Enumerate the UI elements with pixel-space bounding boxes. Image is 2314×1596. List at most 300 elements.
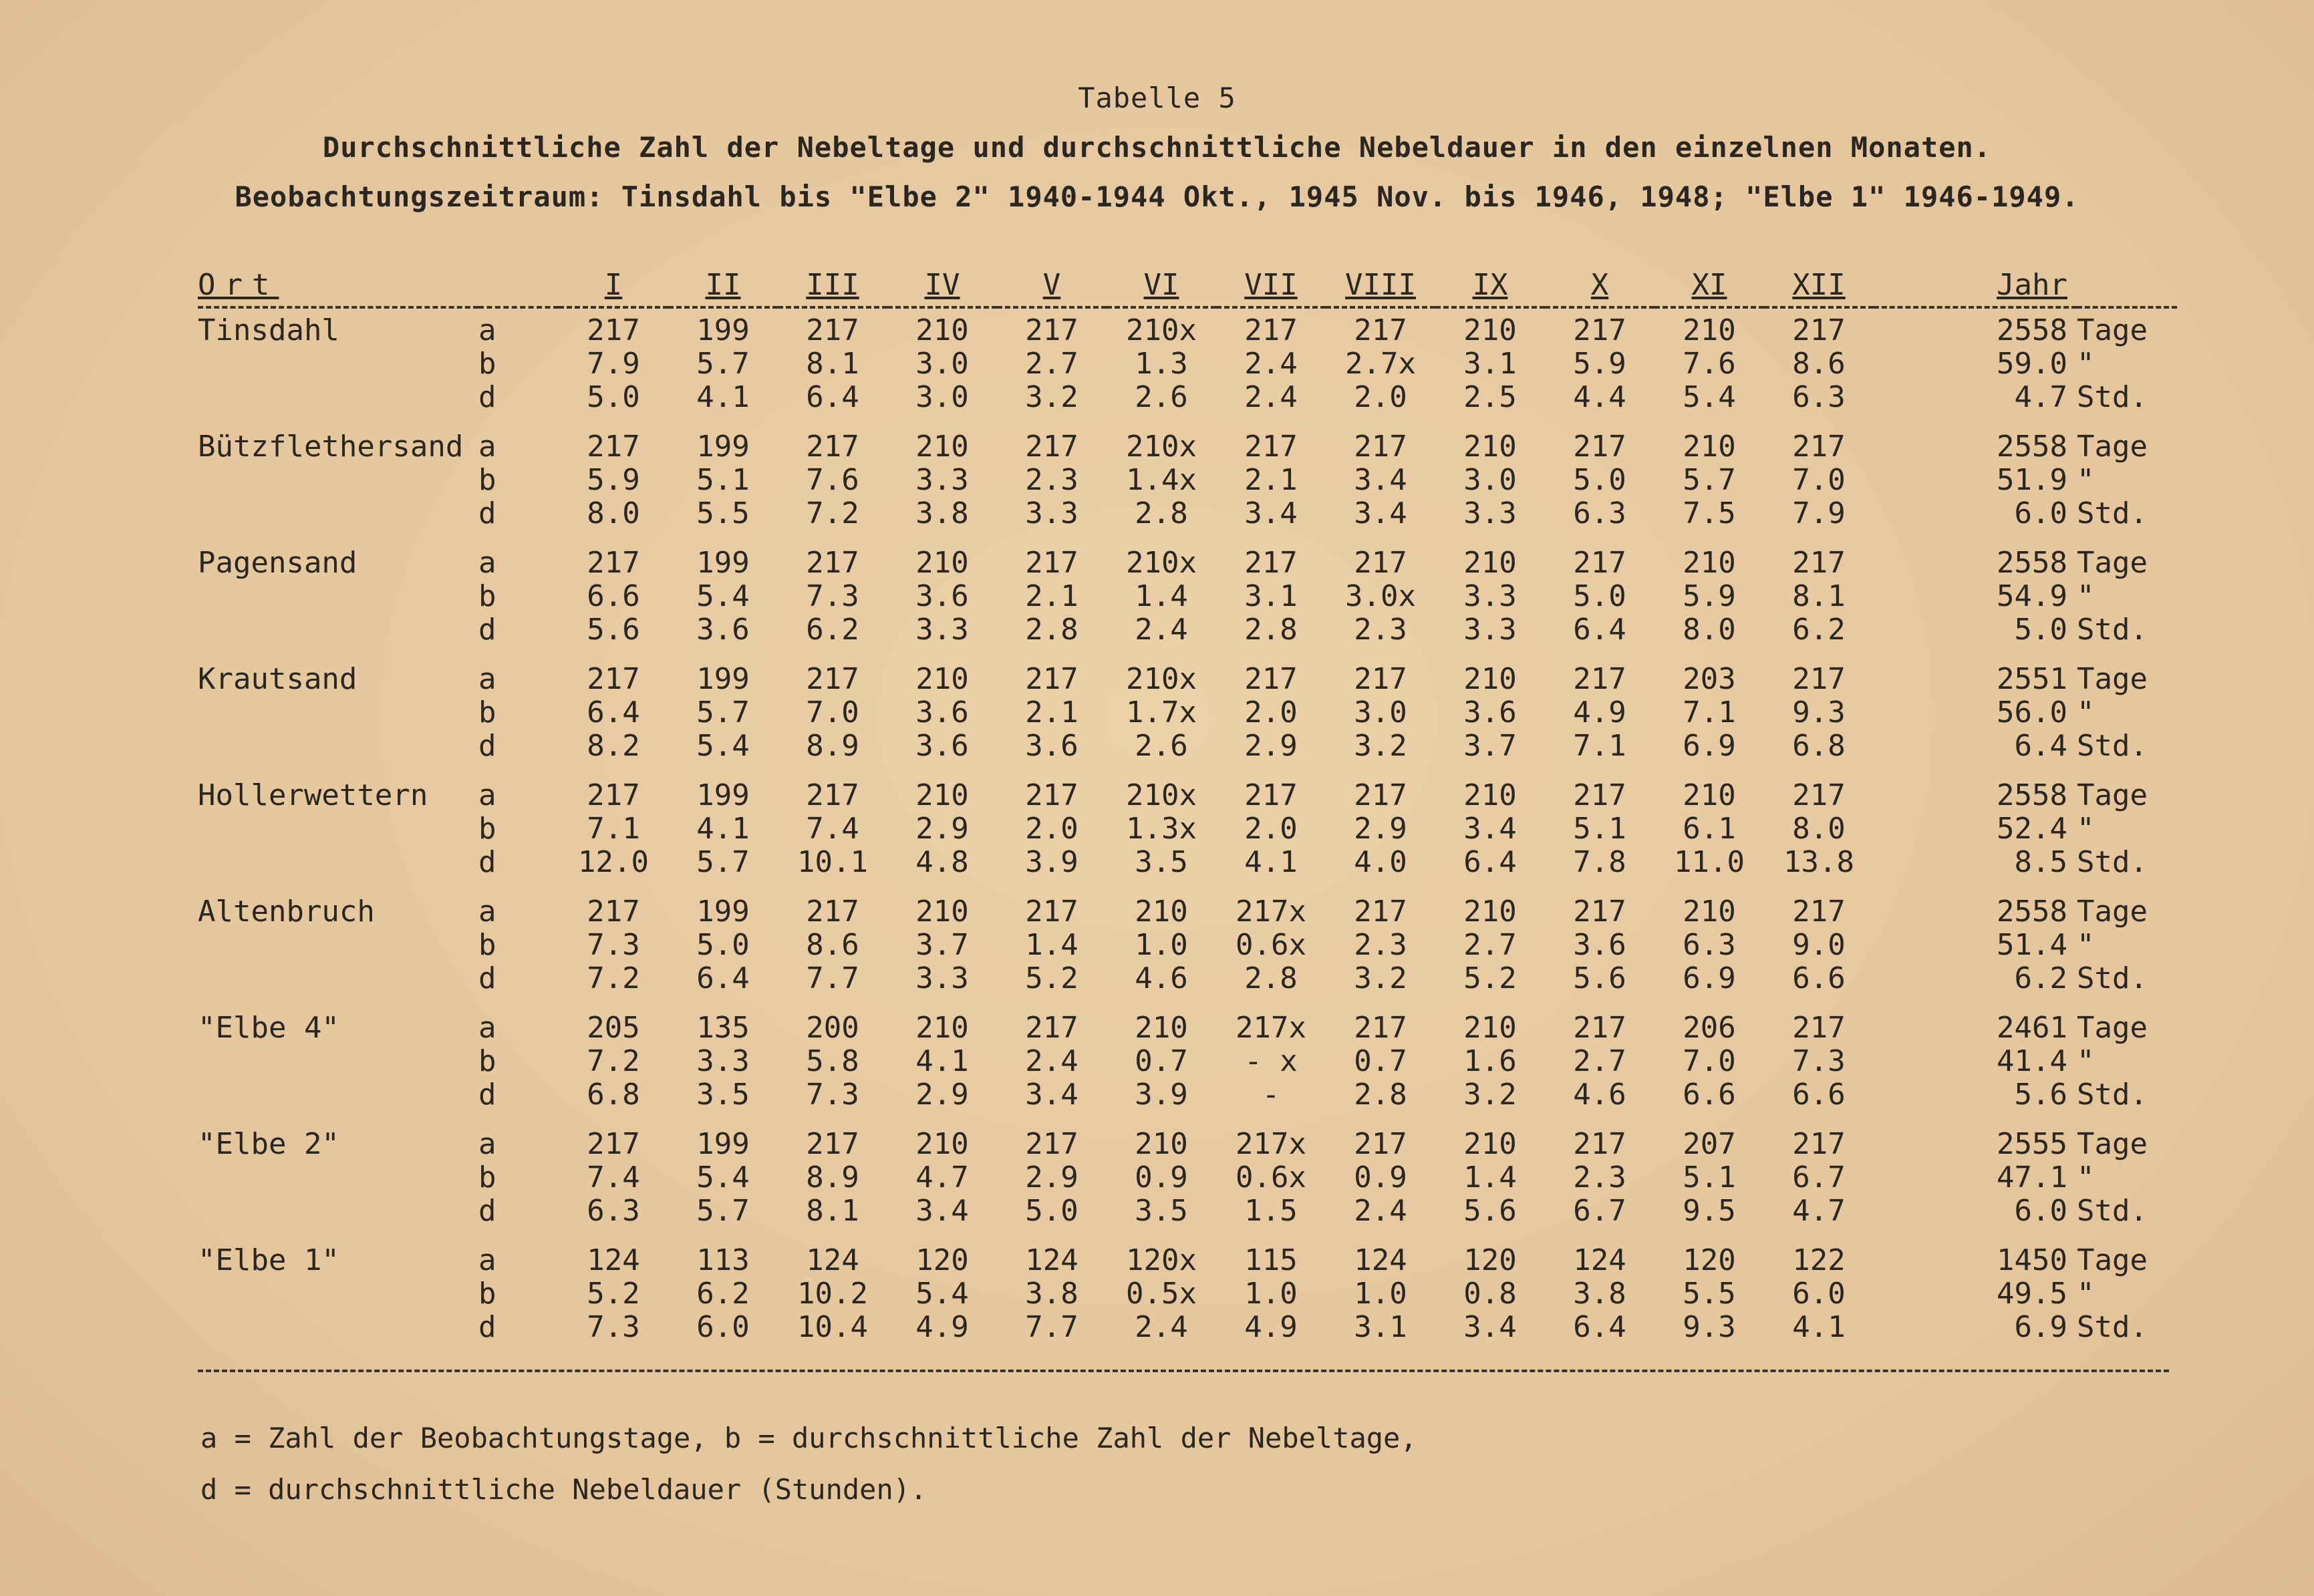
table-row bbox=[198, 1011, 2177, 1045]
month-value: 217 bbox=[1354, 895, 1407, 929]
month-value: 124 bbox=[587, 1243, 640, 1277]
table-row bbox=[198, 846, 2177, 879]
month-value: 217 bbox=[1792, 1127, 1846, 1161]
month-value: 7.4 bbox=[587, 1160, 640, 1194]
month-value: 217 bbox=[1025, 1127, 1078, 1161]
month-value: 2.9 bbox=[1354, 812, 1407, 846]
year-unit: Std. bbox=[2077, 1194, 2148, 1228]
month-value: 8.0 bbox=[1683, 613, 1736, 647]
month-value: 5.9 bbox=[1683, 579, 1736, 613]
month-value: 210 bbox=[915, 1011, 969, 1045]
table-row bbox=[198, 1045, 2177, 1078]
month-value: 6.7 bbox=[1573, 1194, 1626, 1228]
month-value: 3.9 bbox=[1135, 1078, 1188, 1112]
year-unit: " bbox=[2077, 1160, 2095, 1194]
month-value: 1.6 bbox=[1463, 1044, 1517, 1078]
bottom-dashed-rule bbox=[198, 1370, 2169, 1372]
year-unit: Tage bbox=[2077, 1127, 2148, 1161]
month-value: 210 bbox=[915, 662, 969, 696]
month-value: 210 bbox=[1683, 313, 1736, 347]
station-name: "Elbe 1" bbox=[198, 1243, 339, 1277]
month-value: 3.7 bbox=[1463, 729, 1517, 763]
month-value: 3.0 bbox=[915, 347, 969, 381]
month-value: 13.8 bbox=[1783, 845, 1854, 879]
year-value: 59.0 bbox=[1997, 347, 2067, 381]
month-value: 2.8 bbox=[1244, 613, 1298, 647]
month-value: 120 bbox=[1463, 1243, 1517, 1277]
month-value: 210x bbox=[1126, 430, 1197, 464]
month-value: 2.4 bbox=[1244, 347, 1298, 381]
month-value: 1.4 bbox=[1463, 1160, 1517, 1194]
month-value: 210 bbox=[1463, 895, 1517, 929]
station-name-blank bbox=[198, 1045, 478, 1078]
month-value: 8.0 bbox=[1792, 812, 1846, 846]
year-value: 51.4 bbox=[1997, 928, 2067, 962]
year-value: 2555 bbox=[1997, 1127, 2067, 1161]
year-value: 2558 bbox=[1997, 546, 2067, 580]
month-value: 203 bbox=[1683, 662, 1736, 696]
month-value: 7.1 bbox=[587, 812, 640, 846]
year-unit: " bbox=[2077, 347, 2095, 381]
month-value: 217 bbox=[1025, 313, 1078, 347]
month-value: 124 bbox=[806, 1243, 859, 1277]
month-value: 3.5 bbox=[696, 1078, 750, 1112]
month-value: 2.4 bbox=[1135, 613, 1188, 647]
month-value: 3.3 bbox=[915, 463, 969, 497]
month-value: 2.6 bbox=[1135, 729, 1188, 763]
year-value: 51.9 bbox=[1997, 463, 2067, 497]
month-value: 5.0 bbox=[587, 380, 640, 414]
month-value: 210 bbox=[915, 313, 969, 347]
month-value: 210x bbox=[1126, 313, 1197, 347]
month-value: 217 bbox=[587, 313, 640, 347]
table-row bbox=[198, 613, 2177, 647]
month-value: 217 bbox=[1792, 895, 1846, 929]
station-name-blank bbox=[198, 1078, 478, 1112]
month-value: 2.9 bbox=[915, 1078, 969, 1112]
month-value: 3.2 bbox=[1354, 961, 1407, 995]
month-value: 210 bbox=[1463, 778, 1517, 812]
table-row bbox=[198, 696, 2177, 730]
station-name-blank bbox=[198, 730, 478, 763]
station-name-blank bbox=[198, 464, 478, 497]
month-value: 217 bbox=[587, 430, 640, 464]
month-value: 1.3 bbox=[1135, 347, 1188, 381]
month-value: 217 bbox=[806, 430, 859, 464]
month-value: 7.4 bbox=[806, 812, 859, 846]
year-value: 6.2 bbox=[2014, 961, 2067, 995]
month-value: 9.5 bbox=[1683, 1194, 1736, 1228]
month-value: 217 bbox=[1573, 895, 1626, 929]
month-value: 3.4 bbox=[1463, 812, 1517, 846]
year-unit: Std. bbox=[2077, 1310, 2148, 1344]
month-value: 210 bbox=[915, 895, 969, 929]
month-value: 3.2 bbox=[1463, 1078, 1517, 1112]
header-month: XI bbox=[1691, 268, 1727, 302]
month-value: 9.3 bbox=[1683, 1310, 1736, 1344]
year-value: 52.4 bbox=[1997, 812, 2067, 846]
month-value: 120 bbox=[1683, 1243, 1736, 1277]
station-name: Krautsand bbox=[198, 662, 357, 696]
station-name-blank bbox=[198, 1311, 478, 1344]
month-value: 210 bbox=[1683, 430, 1736, 464]
table-row bbox=[198, 812, 2177, 846]
header-month: VI bbox=[1143, 268, 1179, 302]
row-code: d bbox=[478, 1310, 496, 1344]
month-value: 7.1 bbox=[1573, 729, 1626, 763]
month-value: 217 bbox=[1354, 1127, 1407, 1161]
month-value: 3.3 bbox=[1025, 496, 1078, 530]
table-row bbox=[198, 1078, 2177, 1112]
month-value: 7.3 bbox=[806, 579, 859, 613]
month-value: 210 bbox=[915, 1127, 969, 1161]
month-value: 4.0 bbox=[1354, 845, 1407, 879]
month-value: - x bbox=[1244, 1044, 1298, 1078]
month-value: 5.4 bbox=[696, 729, 750, 763]
month-value: 217 bbox=[1573, 778, 1626, 812]
month-value: 5.2 bbox=[1463, 961, 1517, 995]
year-unit: " bbox=[2077, 812, 2095, 846]
month-value: 4.9 bbox=[1573, 695, 1626, 730]
month-value: 3.9 bbox=[1025, 845, 1078, 879]
month-value: 217x bbox=[1236, 1127, 1306, 1161]
month-value: 217 bbox=[1792, 546, 1846, 580]
month-value: 217 bbox=[1792, 1011, 1846, 1045]
year-value: 6.9 bbox=[2014, 1310, 2067, 1344]
month-value: 3.4 bbox=[1354, 463, 1407, 497]
month-value: 217 bbox=[1354, 1011, 1407, 1045]
month-value: 5.7 bbox=[696, 845, 750, 879]
month-value: 3.0 bbox=[1463, 463, 1517, 497]
header-month: II bbox=[705, 268, 741, 302]
month-value: 8.6 bbox=[1792, 347, 1846, 381]
row-code: d bbox=[478, 961, 496, 995]
header-month: VIII bbox=[1345, 268, 1416, 302]
table-row bbox=[198, 497, 2177, 530]
month-value: 217 bbox=[806, 1127, 859, 1161]
month-value: 210 bbox=[1463, 430, 1517, 464]
year-unit: Std. bbox=[2077, 380, 2148, 414]
month-value: 210 bbox=[915, 430, 969, 464]
month-value: 0.6x bbox=[1236, 1160, 1306, 1194]
row-code: a bbox=[478, 662, 496, 696]
month-value: 217x bbox=[1236, 1011, 1306, 1045]
header-month: IX bbox=[1472, 268, 1508, 302]
month-value: 217 bbox=[1025, 778, 1078, 812]
month-value: 9.3 bbox=[1792, 695, 1846, 730]
row-code: b bbox=[478, 928, 496, 962]
month-value: 5.0 bbox=[1025, 1194, 1078, 1228]
month-value: 217 bbox=[1025, 430, 1078, 464]
month-value: 6.3 bbox=[1683, 928, 1736, 962]
year-unit: " bbox=[2077, 1277, 2095, 1311]
month-value: 5.6 bbox=[1573, 961, 1626, 995]
month-value: 5.6 bbox=[587, 613, 640, 647]
table-row bbox=[198, 580, 2177, 613]
month-value: 0.9 bbox=[1354, 1160, 1407, 1194]
month-value: 3.2 bbox=[1025, 380, 1078, 414]
row-code: a bbox=[478, 313, 496, 347]
month-value: 217 bbox=[1244, 778, 1298, 812]
month-value: 210 bbox=[1683, 546, 1736, 580]
month-value: 3.6 bbox=[696, 613, 750, 647]
month-value: 6.3 bbox=[587, 1194, 640, 1228]
year-unit: Tage bbox=[2077, 895, 2148, 929]
month-value: 4.1 bbox=[1792, 1310, 1846, 1344]
station-name: Hollerwettern bbox=[198, 778, 428, 812]
month-value: 3.4 bbox=[1463, 1310, 1517, 1344]
station-name-blank bbox=[198, 347, 478, 381]
month-value: 3.4 bbox=[915, 1194, 969, 1228]
month-value: 5.4 bbox=[1683, 380, 1736, 414]
year-unit: Tage bbox=[2077, 1243, 2148, 1277]
month-value: 207 bbox=[1683, 1127, 1736, 1161]
month-value: 217 bbox=[1354, 662, 1407, 696]
year-value: 6.0 bbox=[2014, 496, 2067, 530]
month-value: 199 bbox=[696, 662, 750, 696]
row-code: d bbox=[478, 845, 496, 879]
month-value: 7.6 bbox=[806, 463, 859, 497]
table-row bbox=[198, 730, 2177, 763]
month-value: 7.2 bbox=[806, 496, 859, 530]
month-value: 217 bbox=[1354, 430, 1407, 464]
month-value: 2.3 bbox=[1354, 928, 1407, 962]
month-value: 2.5 bbox=[1463, 380, 1517, 414]
month-value: 217 bbox=[1573, 546, 1626, 580]
year-value: 1450 bbox=[1997, 1243, 2067, 1277]
year-value: 2558 bbox=[1997, 430, 2067, 464]
row-code: d bbox=[478, 613, 496, 647]
month-value: 3.0x bbox=[1345, 579, 1416, 613]
month-value: 217 bbox=[1573, 430, 1626, 464]
year-value: 5.6 bbox=[2014, 1078, 2067, 1112]
station-name-blank bbox=[198, 812, 478, 846]
month-value: 5.7 bbox=[696, 1194, 750, 1228]
month-value: 199 bbox=[696, 778, 750, 812]
table-subtitle: Durchschnittliche Zahl der Nebeltage und durchschnittliche Nebeldauer in den einzelnen Monaten. bbox=[322, 131, 1992, 164]
month-value: 124 bbox=[1573, 1243, 1626, 1277]
month-value: 7.0 bbox=[1683, 1044, 1736, 1078]
month-value: 7.2 bbox=[587, 961, 640, 995]
month-value: 217 bbox=[1792, 313, 1846, 347]
month-value: 3.4 bbox=[1025, 1078, 1078, 1112]
month-value: 3.0 bbox=[915, 380, 969, 414]
row-code: b bbox=[478, 695, 496, 730]
table-row bbox=[198, 464, 2177, 497]
year-value: 2558 bbox=[1997, 895, 2067, 929]
month-value: 6.6 bbox=[1792, 961, 1846, 995]
month-value: 2.3 bbox=[1354, 613, 1407, 647]
month-value: 210 bbox=[1683, 895, 1736, 929]
table-row bbox=[198, 546, 2177, 580]
month-value: 1.4x bbox=[1126, 463, 1197, 497]
month-value: 5.7 bbox=[1683, 463, 1736, 497]
month-value: 5.5 bbox=[696, 496, 750, 530]
station-name-blank bbox=[198, 1194, 478, 1228]
month-value: 2.4 bbox=[1244, 380, 1298, 414]
month-value: 1.4 bbox=[1135, 579, 1188, 613]
month-value: 210 bbox=[1135, 1011, 1188, 1045]
month-value: 7.2 bbox=[587, 1044, 640, 1078]
month-value: 2.0 bbox=[1025, 812, 1078, 846]
month-value: 1.0 bbox=[1244, 1277, 1298, 1311]
header-month: III bbox=[806, 268, 859, 302]
month-value: 115 bbox=[1244, 1243, 1298, 1277]
month-value: 3.1 bbox=[1244, 579, 1298, 613]
year-unit: Std. bbox=[2077, 1078, 2148, 1112]
month-value: 2.8 bbox=[1025, 613, 1078, 647]
year-unit: " bbox=[2077, 579, 2095, 613]
month-value: 199 bbox=[696, 1127, 750, 1161]
row-code: b bbox=[478, 812, 496, 846]
month-value: 0.7 bbox=[1135, 1044, 1188, 1078]
station-name-blank bbox=[198, 580, 478, 613]
row-code: a bbox=[478, 1243, 496, 1277]
month-value: 210 bbox=[1463, 1011, 1517, 1045]
month-value: 2.1 bbox=[1025, 695, 1078, 730]
row-code: d bbox=[478, 1078, 496, 1112]
month-value: 210x bbox=[1126, 662, 1197, 696]
month-value: 2.3 bbox=[1025, 463, 1078, 497]
month-value: 3.6 bbox=[1463, 695, 1517, 730]
table-row bbox=[198, 663, 2177, 696]
month-value: 210 bbox=[1135, 1127, 1188, 1161]
month-value: 6.6 bbox=[587, 579, 640, 613]
month-value: 3.8 bbox=[1025, 1277, 1078, 1311]
month-value: 7.7 bbox=[806, 961, 859, 995]
month-value: 2.9 bbox=[915, 812, 969, 846]
month-value: 2.7 bbox=[1463, 928, 1517, 962]
month-value: 2.1 bbox=[1025, 579, 1078, 613]
month-value: 5.1 bbox=[696, 463, 750, 497]
month-value: 210x bbox=[1126, 778, 1197, 812]
month-value: 7.7 bbox=[1025, 1310, 1078, 1344]
year-unit: Std. bbox=[2077, 496, 2148, 530]
row-code: a bbox=[478, 778, 496, 812]
month-value: 4.4 bbox=[1573, 380, 1626, 414]
month-value: 8.9 bbox=[806, 729, 859, 763]
month-value: 7.3 bbox=[587, 1310, 640, 1344]
row-code: d bbox=[478, 380, 496, 414]
month-value: 124 bbox=[1354, 1243, 1407, 1277]
month-value: 217 bbox=[806, 313, 859, 347]
month-value: 3.6 bbox=[915, 695, 969, 730]
month-value: 6.3 bbox=[1573, 496, 1626, 530]
month-value: 2.4 bbox=[1025, 1044, 1078, 1078]
month-value: 5.2 bbox=[587, 1277, 640, 1311]
month-value: 1.0 bbox=[1354, 1277, 1407, 1311]
month-value: 217 bbox=[1025, 1011, 1078, 1045]
table-row bbox=[198, 1277, 2177, 1311]
month-value: 2.7x bbox=[1345, 347, 1416, 381]
month-value: 5.2 bbox=[1025, 961, 1078, 995]
station-name: Pagensand bbox=[198, 546, 357, 580]
month-value: 217 bbox=[1244, 313, 1298, 347]
month-value: 217 bbox=[1573, 313, 1626, 347]
legend-line-2: d = durchschnittliche Nebeldauer (Stunden). bbox=[200, 1473, 927, 1506]
month-value: 6.4 bbox=[1463, 845, 1517, 879]
month-value: 7.9 bbox=[1792, 496, 1846, 530]
month-value: 2.1 bbox=[1244, 463, 1298, 497]
month-value: 2.7 bbox=[1573, 1044, 1626, 1078]
month-value: 3.3 bbox=[1463, 496, 1517, 530]
row-code: a bbox=[478, 546, 496, 580]
row-code: a bbox=[478, 895, 496, 929]
year-unit: Tage bbox=[2077, 1011, 2148, 1045]
month-value: 3.0 bbox=[1354, 695, 1407, 730]
year-value: 2558 bbox=[1997, 313, 2067, 347]
year-value: 2558 bbox=[1997, 778, 2067, 812]
month-value: 135 bbox=[696, 1011, 750, 1045]
month-value: 205 bbox=[587, 1011, 640, 1045]
month-value: 120x bbox=[1126, 1243, 1197, 1277]
month-value: 217 bbox=[806, 778, 859, 812]
month-value: 3.3 bbox=[1463, 613, 1517, 647]
table-row bbox=[198, 895, 2177, 929]
month-value: 4.9 bbox=[1244, 1310, 1298, 1344]
month-value: 8.2 bbox=[587, 729, 640, 763]
month-value: 4.1 bbox=[1244, 845, 1298, 879]
month-value: 217 bbox=[806, 546, 859, 580]
month-value: 12.0 bbox=[578, 845, 649, 879]
month-value: 3.3 bbox=[915, 961, 969, 995]
month-value: 2.6 bbox=[1135, 380, 1188, 414]
year-unit: " bbox=[2077, 1044, 2095, 1078]
month-value: 1.5 bbox=[1244, 1194, 1298, 1228]
month-value: 4.1 bbox=[915, 1044, 969, 1078]
row-code: b bbox=[478, 1160, 496, 1194]
month-value: 8.1 bbox=[806, 1194, 859, 1228]
month-value: 2.8 bbox=[1244, 961, 1298, 995]
month-value: 120 bbox=[915, 1243, 969, 1277]
month-value: 206 bbox=[1683, 1011, 1736, 1045]
month-value: 6.0 bbox=[696, 1310, 750, 1344]
month-value: 217 bbox=[587, 662, 640, 696]
year-value: 4.7 bbox=[2014, 380, 2067, 414]
month-value: 4.7 bbox=[1792, 1194, 1846, 1228]
month-value: 210x bbox=[1126, 546, 1197, 580]
month-value: 217 bbox=[1354, 313, 1407, 347]
month-value: 217 bbox=[806, 895, 859, 929]
month-value: 10.4 bbox=[797, 1310, 868, 1344]
year-unit: Std. bbox=[2077, 729, 2148, 763]
month-value: 7.3 bbox=[587, 928, 640, 962]
month-value: 3.5 bbox=[1135, 845, 1188, 879]
station-name: Altenbruch bbox=[198, 895, 375, 929]
month-value: 217 bbox=[1573, 1127, 1626, 1161]
month-value: 217 bbox=[1244, 546, 1298, 580]
year-value: 2461 bbox=[1997, 1011, 2067, 1045]
month-value: 2.9 bbox=[1244, 729, 1298, 763]
month-value: 3.6 bbox=[1573, 928, 1626, 962]
month-value: 6.2 bbox=[696, 1277, 750, 1311]
station-name-blank bbox=[198, 381, 478, 414]
header-jahr: Jahr bbox=[1997, 268, 2067, 302]
month-value: 10.1 bbox=[797, 845, 868, 879]
table-row bbox=[198, 929, 2177, 962]
row-code: b bbox=[478, 1044, 496, 1078]
month-value: 199 bbox=[696, 895, 750, 929]
month-value: 122 bbox=[1792, 1243, 1846, 1277]
year-unit: Std. bbox=[2077, 613, 2148, 647]
month-value: 210 bbox=[1135, 895, 1188, 929]
month-value: 0.8 bbox=[1463, 1277, 1517, 1311]
month-value: 2.3 bbox=[1573, 1160, 1626, 1194]
month-value: 0.7 bbox=[1354, 1044, 1407, 1078]
month-value: 1.4 bbox=[1025, 928, 1078, 962]
station-name: "Elbe 4" bbox=[198, 1011, 339, 1045]
month-value: 5.4 bbox=[915, 1277, 969, 1311]
